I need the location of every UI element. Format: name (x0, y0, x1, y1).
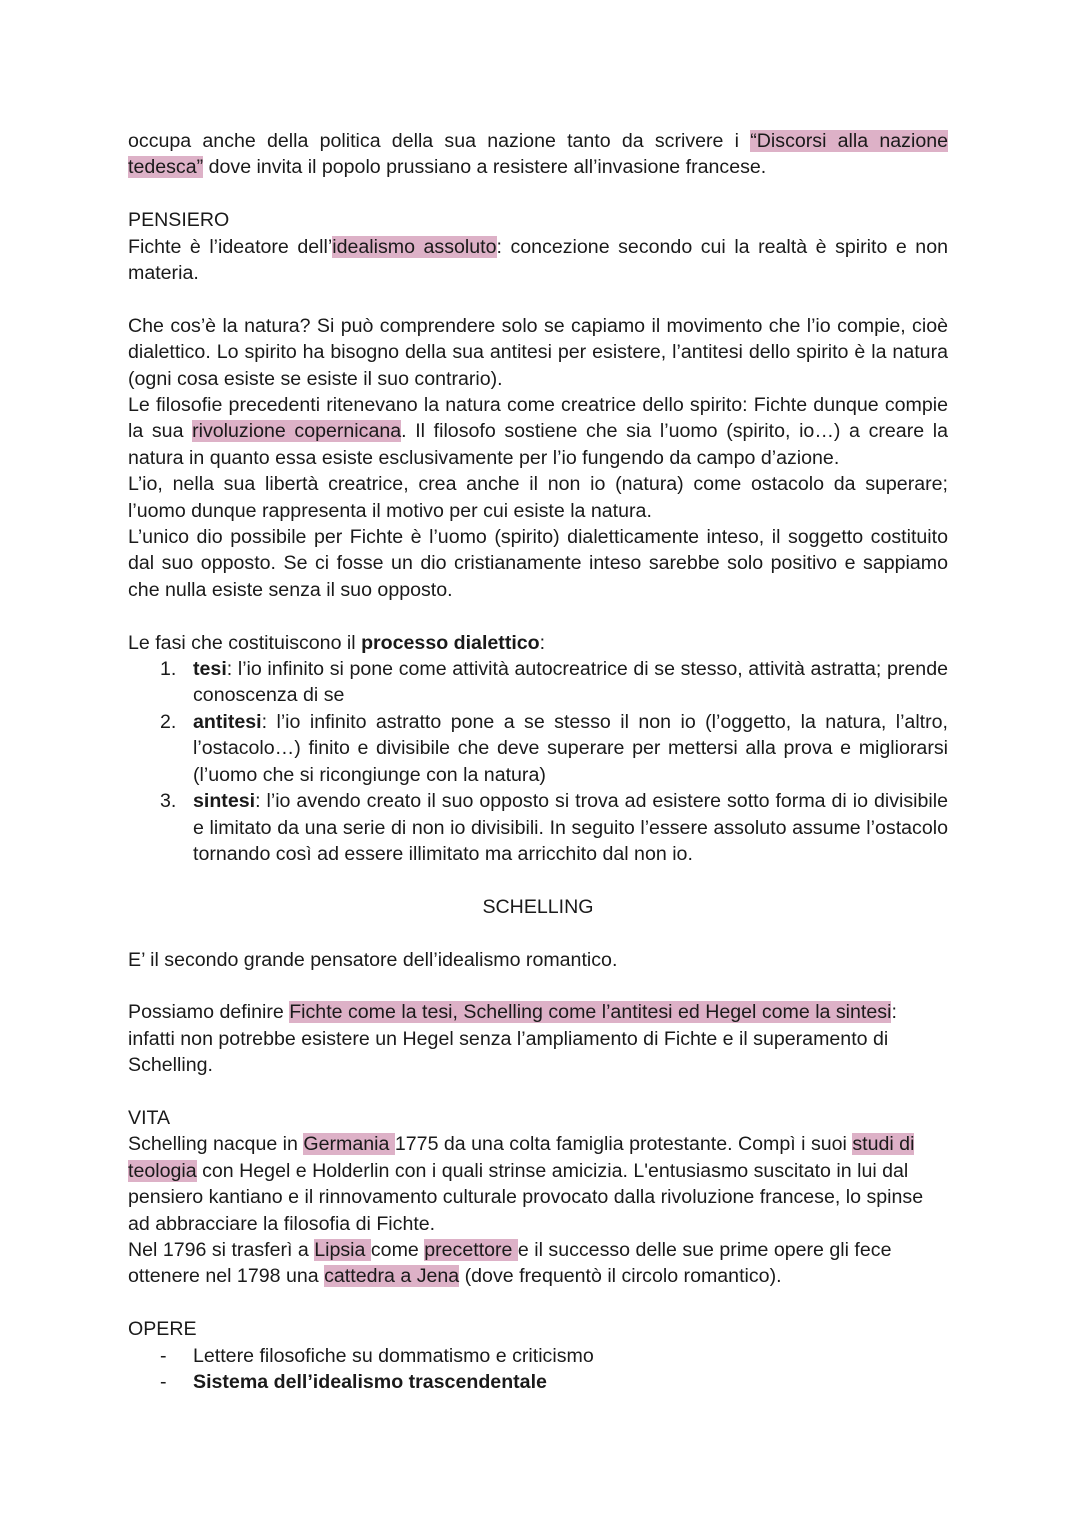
opere-heading: OPERE (128, 1318, 197, 1341)
highlight-rivoluzione-copernicana: rivoluzione copernicana (192, 420, 402, 443)
schelling-definition: Possiamo definire Fichte come la tesi, Schelling come l’antitesi ed Hegel come la sintesi: infatti non potrebbe esistere un Hegel senza l’ampliamento di Fichte e il superamento di Schelling. (128, 1001, 897, 1077)
pensiero-heading: PENSIERO (128, 209, 230, 232)
fasi-list (128, 656, 948, 867)
vita-paragraph-2: Nel 1796 si trasferì a Lipsia come precettore e il successo delle sue prime opere gli fece ottenere nel 1798 una cattedra a Jena (dove frequentò il circolo romantico). (128, 1238, 892, 1288)
list-item: - Lettere filosofiche su dommatismo e criticismo (160, 1344, 594, 1367)
highlight-tesi-antitesi-sintesi: Fichte come la tesi, Schelling come l’antitesi ed Hegel come la sintesi (289, 1001, 892, 1024)
document-body (128, 128, 948, 1395)
highlight-studi-teologia: studi di teologia (128, 1133, 915, 1182)
list-item: - Sistema dell’idealismo trascendentale (160, 1370, 547, 1393)
highlight-germania: Germania (303, 1133, 395, 1156)
highlight-lipsia: Lipsia (314, 1238, 371, 1261)
list-item: 1. tesi: l’io infinito si pone come attività autocreatrice di se stesso, attività astratta; prende conoscenza di se (160, 658, 948, 707)
natura-paragraph-3: L’io, nella sua libertà creatrice, crea anche il non io (natura) come ostacolo da superare; l’uomo dunque rappresenta il motivo per cui esiste la natura. (128, 473, 948, 522)
pensiero-paragraph: Fichte è l’ideatore dell’idealismo assoluto: concezione secondo cui la realtà è spirito e non materia. (128, 235, 948, 285)
natura-paragraph-4: L’unico dio possibile per Fichte è l’uomo (spirito) dialetticamente inteso, il soggetto costituito dal suo opposto. Se ci fosse un dio cristianamente inteso sarebbe solo positivo e sappiamo che nulla esiste senza il suo opposto. (128, 526, 948, 601)
highlight-discorsi: “Discorsi alla nazione tedesca” (128, 130, 949, 179)
fichte-politics-paragraph: occupa anche della politica della sua nazione tanto da scrivere i “Discorsi alla nazione tedesca” dove invita il popolo prussiano a resistere all’invasione francese. (128, 130, 949, 179)
list-item: 2. antitesi: l’io infinito astratto pone a se stesso il non io (l’oggetto, la natura, l’altro, l’ostacolo…) finito e divisibile che deve superare per mettersi alla prova e migliorarsi (l’uomo che si ricongiunge con la natura) (160, 710, 948, 786)
schelling-intro: E’ il secondo grande pensatore dell’idealismo romantico. (128, 948, 618, 971)
vita-paragraph-1: Schelling nacque in Germania 1775 da una colta famiglia protestante. Compì i suoi studi di teologia con Hegel e Holderlin con i quali strinse amicizia. L'entusiasmo suscitato in lui dal pensiero kantiano e il rinnovamento culturale provocato dalla rivoluzione francese, lo spinse ad abbracciare la filosofia di Fichte. (128, 1133, 924, 1235)
highlight-idealismo-assoluto: idealismo assoluto (332, 235, 497, 258)
list-item: 3. sintesi: l’io avendo creato il suo opposto si trova ad esistere sotto forma di io divisibile e limitato da una serie di non io divisibili. In seguito l’essere assoluto assume l’ostacolo tornando così ad essere illimitato ma arricchito dal non io. (160, 790, 948, 865)
schelling-title: SCHELLING (482, 895, 594, 918)
highlight-precettore: precettore (424, 1238, 518, 1261)
natura-paragraph-2: Le filosofie precedenti ritenevano la natura come creatrice dello spirito: Fichte dunque compie la sua rivoluzione copernicana. Il filosofo sostiene che sia l’uomo (spirito, io…) a creare la natura in quanto essa esiste esclusivamente per l’io fungendo da campo d’azione. (128, 394, 948, 469)
natura-paragraph-1: Che cos’è la natura? Si può comprendere solo se capiamo il movimento che l’io compie, cioè dialettico. Lo spirito ha bisogno della sua antitesi per esistere, l’antitesi dello spirito è la natura (ogni cosa esiste se esiste il suo contrario). (128, 314, 948, 390)
highlight-cattedra-jena: cattedra a Jena (324, 1265, 460, 1288)
opere-list (128, 1343, 948, 1396)
vita-heading: VITA (128, 1106, 171, 1129)
fasi-intro: Le fasi che costituiscono il processo dialettico: (128, 631, 546, 654)
